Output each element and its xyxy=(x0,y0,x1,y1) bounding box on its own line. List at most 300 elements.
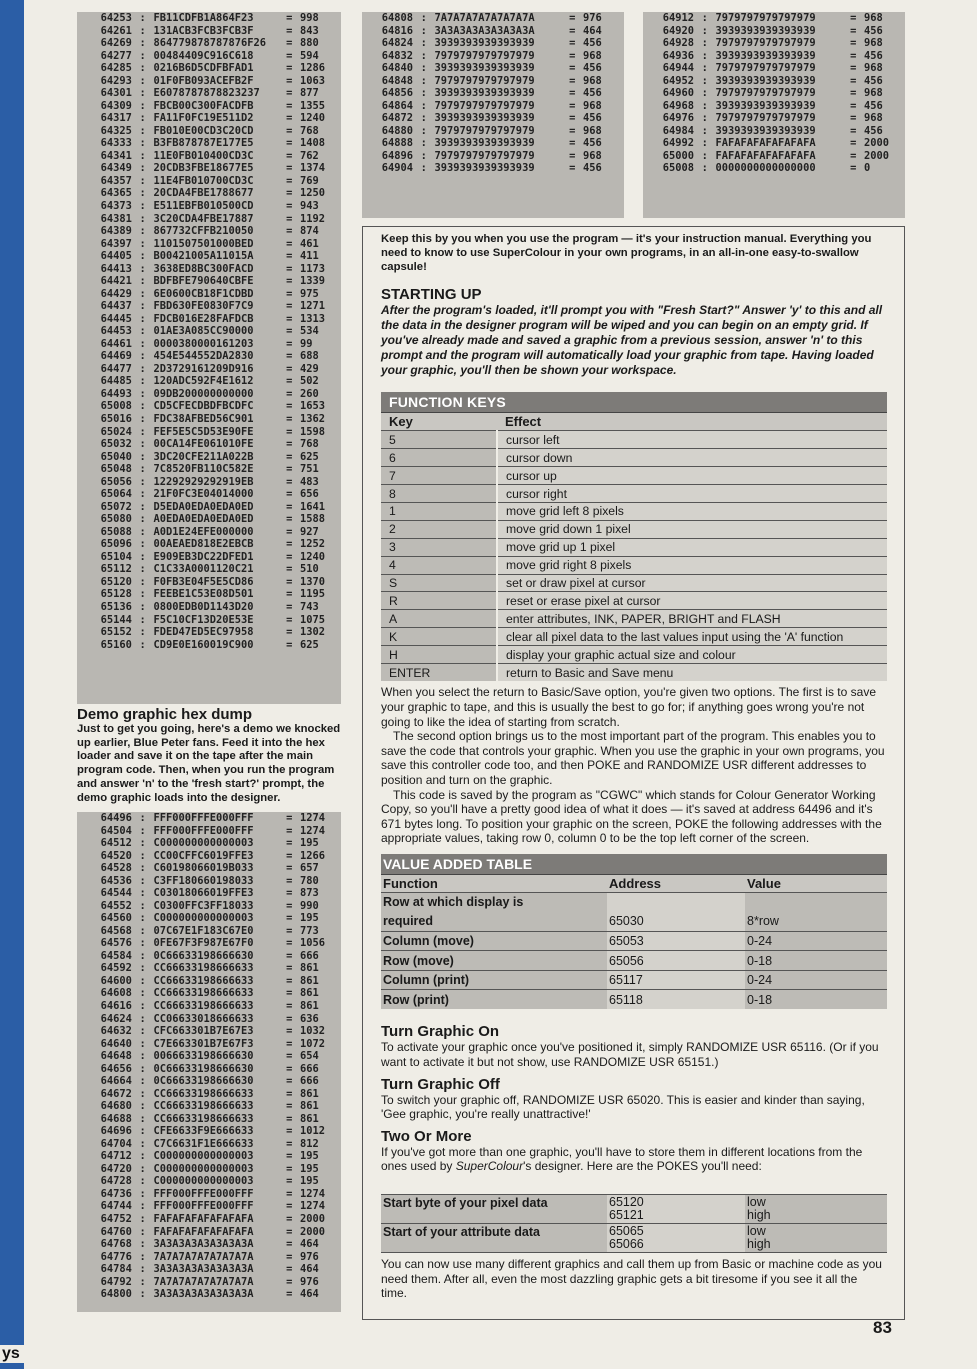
hex-checksum: 1274 xyxy=(299,1200,326,1213)
hex-equals: = xyxy=(569,49,576,62)
hex-equals: = xyxy=(569,24,576,37)
hex-bytes: 0C66633198666630 xyxy=(153,1062,254,1075)
hex-equals: = xyxy=(286,1087,293,1100)
hex-equals: = xyxy=(286,312,293,325)
hex-separator: : xyxy=(139,1263,146,1276)
hex-separator: : xyxy=(420,49,427,62)
poke-low-label: low xyxy=(747,1223,766,1238)
hex-bytes: 7979797979797979 xyxy=(715,87,816,100)
hex-checksum: 1250 xyxy=(299,187,326,200)
hex-checksum: 768 xyxy=(299,124,319,137)
hex-equals: = xyxy=(286,337,293,350)
hex-bytes: 3DC20CFE211A022B xyxy=(153,450,254,463)
hex-address: 64840 xyxy=(381,62,413,75)
vt-value: 0-18 xyxy=(745,990,887,1010)
hex-bytes: CFE6633F9E666633 xyxy=(153,1125,254,1138)
hex-checksum: 880 xyxy=(299,37,319,50)
hex-address: 65048 xyxy=(100,463,132,476)
hex-equals: = xyxy=(286,1150,293,1163)
hex-equals: = xyxy=(286,500,293,513)
function-keys-table xyxy=(381,392,887,681)
hex-row xyxy=(87,812,341,825)
hex-equals: = xyxy=(286,162,293,175)
hex-checksum: 968 xyxy=(863,62,883,75)
hex-separator: : xyxy=(139,1225,146,1238)
vt-address: 65118 xyxy=(607,990,745,1010)
hex-row xyxy=(87,639,341,652)
hex-separator: : xyxy=(701,124,708,137)
hex-checksum: 456 xyxy=(582,87,602,100)
hex-checksum: 1286 xyxy=(299,62,326,75)
hex-bytes: 3A3A3A3A3A3A3A3A xyxy=(153,1238,254,1251)
hex-row xyxy=(87,962,341,975)
hex-address: 64341 xyxy=(100,149,132,162)
hex-checksum: 1274 xyxy=(299,824,326,837)
hex-bytes: FFF000FFFE000FFF xyxy=(153,1187,254,1200)
fk-key: 1 xyxy=(381,502,497,520)
hex-checksum: 1192 xyxy=(299,212,326,225)
hex-checksum: 456 xyxy=(582,137,602,150)
hex-checksum: 625 xyxy=(299,638,319,651)
hex-checksum: 0 xyxy=(863,162,871,175)
hex-equals: = xyxy=(286,962,293,975)
hex-row xyxy=(87,1276,341,1289)
fk-key: 5 xyxy=(381,431,497,449)
hex-bytes: 3C20CDA4FBE17887 xyxy=(153,212,254,225)
hex-separator: : xyxy=(139,1075,146,1088)
hex-separator: : xyxy=(139,325,146,338)
hex-address: 64301 xyxy=(100,87,132,100)
hex-row xyxy=(87,12,341,25)
hex-checksum: 1302 xyxy=(299,626,326,639)
hex-bytes: 3939393939393939 xyxy=(715,24,816,37)
hex-separator: : xyxy=(139,588,146,601)
hex-bytes: 7979797979797979 xyxy=(715,62,816,75)
hex-equals: = xyxy=(286,450,293,463)
hex-equals: = xyxy=(286,275,293,288)
vt-head-address: Address xyxy=(607,874,745,892)
hex-separator: : xyxy=(420,12,427,24)
hex-separator: : xyxy=(139,74,146,87)
hex-separator: : xyxy=(139,1288,146,1301)
hex-row xyxy=(651,112,905,125)
hex-bytes: 3A3A3A3A3A3A3A3A xyxy=(153,1263,254,1276)
hex-row xyxy=(87,1075,341,1088)
hex-bytes: B3FB878787E177E5 xyxy=(153,137,254,150)
hex-separator: : xyxy=(139,387,146,400)
hex-checksum: 464 xyxy=(582,24,602,37)
hex-bytes: FDED47ED5EC97958 xyxy=(153,626,254,639)
hex-row xyxy=(651,37,905,50)
fk-head-effect: Effect xyxy=(497,413,887,431)
hex-checksum: 1072 xyxy=(299,1037,326,1050)
hex-separator: : xyxy=(139,638,146,651)
hex-bytes: FEF5E5C5D53E90FE xyxy=(153,425,254,438)
hex-checksum: 968 xyxy=(582,74,602,87)
hex-separator: : xyxy=(139,463,146,476)
table-row xyxy=(381,431,887,449)
hex-row xyxy=(87,588,341,601)
hex-bytes: CC06633018666633 xyxy=(153,1012,254,1025)
hex-bytes: 6E0600CB18F1CDBD xyxy=(153,287,254,300)
hex-checksum: 861 xyxy=(299,1087,319,1100)
hex-row xyxy=(370,137,624,150)
hex-equals: = xyxy=(286,212,293,225)
hex-equals: = xyxy=(286,1213,293,1225)
hex-row xyxy=(370,112,624,125)
hex-separator: : xyxy=(701,74,708,87)
hex-checksum: 968 xyxy=(863,87,883,100)
hex-equals: = xyxy=(286,425,293,438)
hex-checksum: 456 xyxy=(863,49,883,62)
value-added-rows xyxy=(381,892,887,1009)
hex-equals: = xyxy=(286,862,293,875)
hex-checksum: 2000 xyxy=(299,1213,326,1225)
hex-checksum: 968 xyxy=(582,99,602,112)
hex-equals: = xyxy=(286,1250,293,1263)
pokes-rows xyxy=(381,1194,887,1252)
hex-bytes: 0C66633198666630 xyxy=(153,949,254,962)
hex-address: 64944 xyxy=(662,62,694,75)
hex-bytes: FA11F0FC19E511D2 xyxy=(153,112,254,125)
hex-equals: = xyxy=(850,74,857,87)
hex-separator: : xyxy=(139,563,146,576)
hex-dump-demo-graphic xyxy=(77,812,341,1312)
hex-address: 64776 xyxy=(100,1250,132,1263)
hex-checksum: 429 xyxy=(299,362,319,375)
hex-address: 65160 xyxy=(100,638,132,651)
hex-equals: = xyxy=(286,626,293,639)
hex-row xyxy=(87,1226,341,1239)
hex-separator: : xyxy=(139,12,146,24)
vt-function: Column (move) xyxy=(381,931,607,951)
hex-row xyxy=(87,363,341,376)
hex-address: 64624 xyxy=(100,1012,132,1025)
hex-address: 64656 xyxy=(100,1062,132,1075)
hex-bytes: 2D3729161209D916 xyxy=(153,362,254,375)
hex-bytes: CC66633198666633 xyxy=(153,1087,254,1100)
adjacent-page-edge xyxy=(0,0,24,1369)
hex-row xyxy=(87,275,341,288)
hex-checksum: 843 xyxy=(299,24,319,37)
hex-bytes: 21F0FC3E04014000 xyxy=(153,488,254,501)
hex-dump-main-code xyxy=(77,12,341,704)
poke-address-low: 65120 xyxy=(609,1194,644,1209)
hex-row xyxy=(87,1175,341,1188)
table-row xyxy=(381,990,887,1010)
hex-row xyxy=(87,400,341,413)
hex-bytes: 7A7A7A7A7A7A7A7A xyxy=(153,1275,254,1288)
hex-bytes: 3939393939393939 xyxy=(434,87,535,100)
function-keys-rows xyxy=(381,431,887,681)
hex-row xyxy=(87,837,341,850)
hex-address: 65016 xyxy=(100,413,132,425)
hex-checksum: 456 xyxy=(582,112,602,125)
hex-separator: : xyxy=(139,425,146,438)
hex-checksum: 1274 xyxy=(299,1187,326,1200)
hex-checksum: 874 xyxy=(299,225,319,238)
hex-bytes: 131ACB3FCB3FCB3F xyxy=(153,24,254,37)
hex-separator: : xyxy=(139,350,146,363)
hex-bytes: 01AE3A085CC90000 xyxy=(153,325,254,338)
hex-checksum: 1641 xyxy=(299,500,326,513)
hex-address: 64984 xyxy=(662,124,694,137)
hex-row xyxy=(87,225,341,238)
hex-separator: : xyxy=(701,62,708,75)
hex-checksum: 195 xyxy=(299,1150,319,1163)
hex-equals: = xyxy=(850,124,857,137)
hex-separator: : xyxy=(139,337,146,350)
hex-checksum: 968 xyxy=(582,49,602,62)
hex-bytes: C1C33A0001120C21 xyxy=(153,563,254,576)
hex-equals: = xyxy=(286,137,293,150)
hex-checksum: 877 xyxy=(299,87,319,100)
hex-bytes: C000000000000003 xyxy=(153,912,254,925)
hex-equals: = xyxy=(286,49,293,62)
hex-bytes: C000000000000003 xyxy=(153,1162,254,1175)
hex-row xyxy=(87,551,341,564)
hex-separator: : xyxy=(139,837,146,850)
hex-dump-continued-2 xyxy=(643,12,905,218)
hex-bytes: FAFAFAFAFAFAFAFA xyxy=(153,1225,254,1238)
hex-checksum: 1012 xyxy=(299,1125,326,1138)
hex-address: 64920 xyxy=(662,24,694,37)
vt-function: Row (move) xyxy=(381,951,607,971)
hex-bytes: 3939393939393939 xyxy=(434,37,535,50)
hex-equals: = xyxy=(286,1037,293,1050)
hex-equals: = xyxy=(286,112,293,125)
hex-equals: = xyxy=(286,262,293,275)
hex-separator: : xyxy=(139,1037,146,1050)
hex-row xyxy=(87,338,341,351)
fk-key: ENTER xyxy=(381,663,497,681)
hex-separator: : xyxy=(139,199,146,212)
hex-row xyxy=(87,37,341,50)
hex-bytes: C7C6631F1E666633 xyxy=(153,1137,254,1150)
hex-bytes: FDCB016E28FAFDCB xyxy=(153,312,254,325)
hex-row xyxy=(87,614,341,627)
hex-row xyxy=(370,12,624,25)
hex-separator: : xyxy=(139,1250,146,1263)
hex-address: 64784 xyxy=(100,1263,132,1276)
poke-low-label: low xyxy=(747,1194,766,1209)
hex-equals: = xyxy=(286,400,293,413)
hex-separator: : xyxy=(139,174,146,187)
hex-row xyxy=(651,62,905,75)
hex-row xyxy=(87,175,341,188)
hex-checksum: 666 xyxy=(299,1062,319,1075)
hex-row xyxy=(87,238,341,251)
hex-address: 64277 xyxy=(100,49,132,62)
hex-address: 64640 xyxy=(100,1037,132,1050)
vt-head-value: Value xyxy=(745,874,887,892)
hex-bytes: 3638ED8BC300FACD xyxy=(153,262,254,275)
instruction-manual-box xyxy=(362,226,905,1320)
table-row xyxy=(381,520,887,538)
hex-address: 65032 xyxy=(100,438,132,451)
fk-key: 4 xyxy=(381,556,497,574)
hex-address: 64760 xyxy=(100,1225,132,1238)
hex-equals: = xyxy=(850,12,857,24)
hex-equals: = xyxy=(286,874,293,887)
hex-separator: : xyxy=(139,1238,146,1251)
fk-key: R xyxy=(381,592,497,610)
hex-equals: = xyxy=(286,550,293,563)
hex-bytes: A0EDA0EDA0EDA0ED xyxy=(153,513,254,526)
hex-bytes: 7A7A7A7A7A7A7A7A xyxy=(153,1250,254,1263)
hex-checksum: 1252 xyxy=(299,538,326,551)
hex-address: 64824 xyxy=(381,37,413,50)
hex-equals: = xyxy=(286,387,293,400)
hex-row xyxy=(87,538,341,551)
paragraph-save-options: When you select the return to Basic/Save option, you're given two options. The first is to save your graphic to tape, and this is usually the best to go for; if anything goes wrong you're not going to like the idea of starting from scratch. xyxy=(381,685,876,729)
hex-bytes: 3A3A3A3A3A3A3A3A xyxy=(153,1288,254,1301)
hex-separator: : xyxy=(139,1087,146,1100)
hex-separator: : xyxy=(139,450,146,463)
hex-dump-continued-1 xyxy=(362,12,624,218)
hex-equals: = xyxy=(286,1137,293,1150)
hex-row xyxy=(87,1088,341,1101)
hex-bytes: 7C8520FB110C582E xyxy=(153,463,254,476)
fk-key: 2 xyxy=(381,520,497,538)
hex-separator: : xyxy=(139,824,146,837)
hex-row xyxy=(87,1163,341,1176)
hex-row xyxy=(87,1038,341,1051)
hex-separator: : xyxy=(420,24,427,37)
hex-checksum: 861 xyxy=(299,987,319,1000)
hex-checksum: 968 xyxy=(863,37,883,50)
hex-equals: = xyxy=(286,187,293,200)
hex-checksum: 1598 xyxy=(299,425,326,438)
hex-checksum: 1355 xyxy=(299,99,326,112)
vt-value: 0-24 xyxy=(745,931,887,951)
hex-address: 65096 xyxy=(100,538,132,551)
hex-separator: : xyxy=(420,112,427,125)
table-row xyxy=(381,449,887,467)
hex-address: 64309 xyxy=(100,99,132,112)
hex-separator: : xyxy=(139,400,146,413)
hex-checksum: 456 xyxy=(582,62,602,75)
hex-equals: = xyxy=(286,287,293,300)
hex-address: 65056 xyxy=(100,475,132,488)
demo-title: Demo graphic hex dump xyxy=(77,706,253,723)
hex-address: 64536 xyxy=(100,874,132,887)
hex-bytes: 0FE67F3F987E67F0 xyxy=(153,937,254,950)
hex-row xyxy=(87,626,341,639)
hex-separator: : xyxy=(139,1213,146,1225)
hex-separator: : xyxy=(139,1275,146,1288)
hex-bytes: FFF000FFFE000FFF xyxy=(153,1200,254,1213)
hex-row xyxy=(87,563,341,576)
hex-equals: = xyxy=(286,837,293,850)
fk-effect: cursor up xyxy=(497,467,887,485)
hex-checksum: 656 xyxy=(299,488,319,501)
hex-separator: : xyxy=(701,137,708,150)
hex-separator: : xyxy=(139,949,146,962)
table-row xyxy=(381,485,887,503)
hex-bytes: 12292929292919EB xyxy=(153,475,254,488)
hex-address: 65080 xyxy=(100,513,132,526)
hex-row xyxy=(87,1150,341,1163)
hex-bytes: FAFAFAFAFAFAFAFA xyxy=(153,1213,254,1225)
hex-separator: : xyxy=(139,812,146,824)
hex-equals: = xyxy=(569,137,576,150)
hex-equals: = xyxy=(286,1225,293,1238)
hex-equals: = xyxy=(850,137,857,150)
hex-row xyxy=(370,125,624,138)
hex-row xyxy=(87,912,341,925)
fk-key: H xyxy=(381,646,497,664)
hex-address: 64800 xyxy=(100,1288,132,1301)
hex-checksum: 195 xyxy=(299,837,319,850)
fk-effect: cursor right xyxy=(497,485,887,503)
hex-address: 64496 xyxy=(100,812,132,824)
hex-equals: = xyxy=(286,225,293,238)
hex-address: 64880 xyxy=(381,124,413,137)
vt-function: required xyxy=(381,912,607,932)
hex-checksum: 1271 xyxy=(299,300,326,313)
hex-equals: = xyxy=(286,849,293,862)
hex-equals: = xyxy=(286,1275,293,1288)
hex-bytes: CC66633198666633 xyxy=(153,1100,254,1113)
hex-equals: = xyxy=(286,300,293,313)
table-row xyxy=(381,592,887,610)
hex-checksum: 456 xyxy=(863,74,883,87)
hex-address: 65008 xyxy=(100,400,132,413)
hex-bytes: C000000000000003 xyxy=(153,837,254,850)
hex-row xyxy=(370,100,624,113)
hex-equals: = xyxy=(286,949,293,962)
hex-bytes: 20CDB3FBE18677E5 xyxy=(153,162,254,175)
hex-checksum: 464 xyxy=(299,1238,319,1251)
hex-equals: = xyxy=(286,62,293,75)
hex-address: 64405 xyxy=(100,250,132,263)
two-or-more-text: If you've got more than one graphic, you'll have to store them in different locations from the ones used by SuperColour's designer. Here are the POKES you'll need: xyxy=(381,1144,863,1174)
hex-separator: : xyxy=(139,550,146,563)
hex-equals: = xyxy=(286,937,293,950)
hex-address: 64888 xyxy=(381,137,413,150)
hex-row xyxy=(651,12,905,25)
hex-row xyxy=(87,125,341,138)
hex-bytes: FDC38AFBED56C901 xyxy=(153,413,254,425)
hex-bytes: FFF000FFFE000FFF xyxy=(153,812,254,824)
hex-row xyxy=(87,250,341,263)
fk-effect: move grid down 1 pixel xyxy=(497,520,887,538)
hex-row xyxy=(87,413,341,426)
hex-address: 64768 xyxy=(100,1238,132,1251)
hex-address: 64720 xyxy=(100,1162,132,1175)
vt-address: 65056 xyxy=(607,951,745,971)
hex-separator: : xyxy=(139,1100,146,1113)
hex-bytes: 3939393939393939 xyxy=(434,137,535,150)
hex-checksum: 769 xyxy=(299,174,319,187)
hex-row xyxy=(87,601,341,614)
hex-address: 65000 xyxy=(662,149,694,162)
poke-function: Start byte of your pixel data xyxy=(381,1194,607,1223)
hex-bytes: E909EB3DC22DFED1 xyxy=(153,550,254,563)
hex-checksum: 1339 xyxy=(299,275,326,288)
hex-bytes: 454E544552DA2830 xyxy=(153,350,254,363)
hex-address: 64968 xyxy=(662,99,694,112)
hex-separator: : xyxy=(420,99,427,112)
hex-separator: : xyxy=(139,312,146,325)
hex-row xyxy=(370,87,624,100)
hex-bytes: FBD630FE0830F7C9 xyxy=(153,300,254,313)
fk-effect: clear all pixel data to the last values input using the 'A' function xyxy=(497,628,887,646)
hex-bytes: FAFAFAFAFAFAFAFA xyxy=(715,137,816,150)
hex-address: 64528 xyxy=(100,862,132,875)
hex-address: 64544 xyxy=(100,887,132,900)
